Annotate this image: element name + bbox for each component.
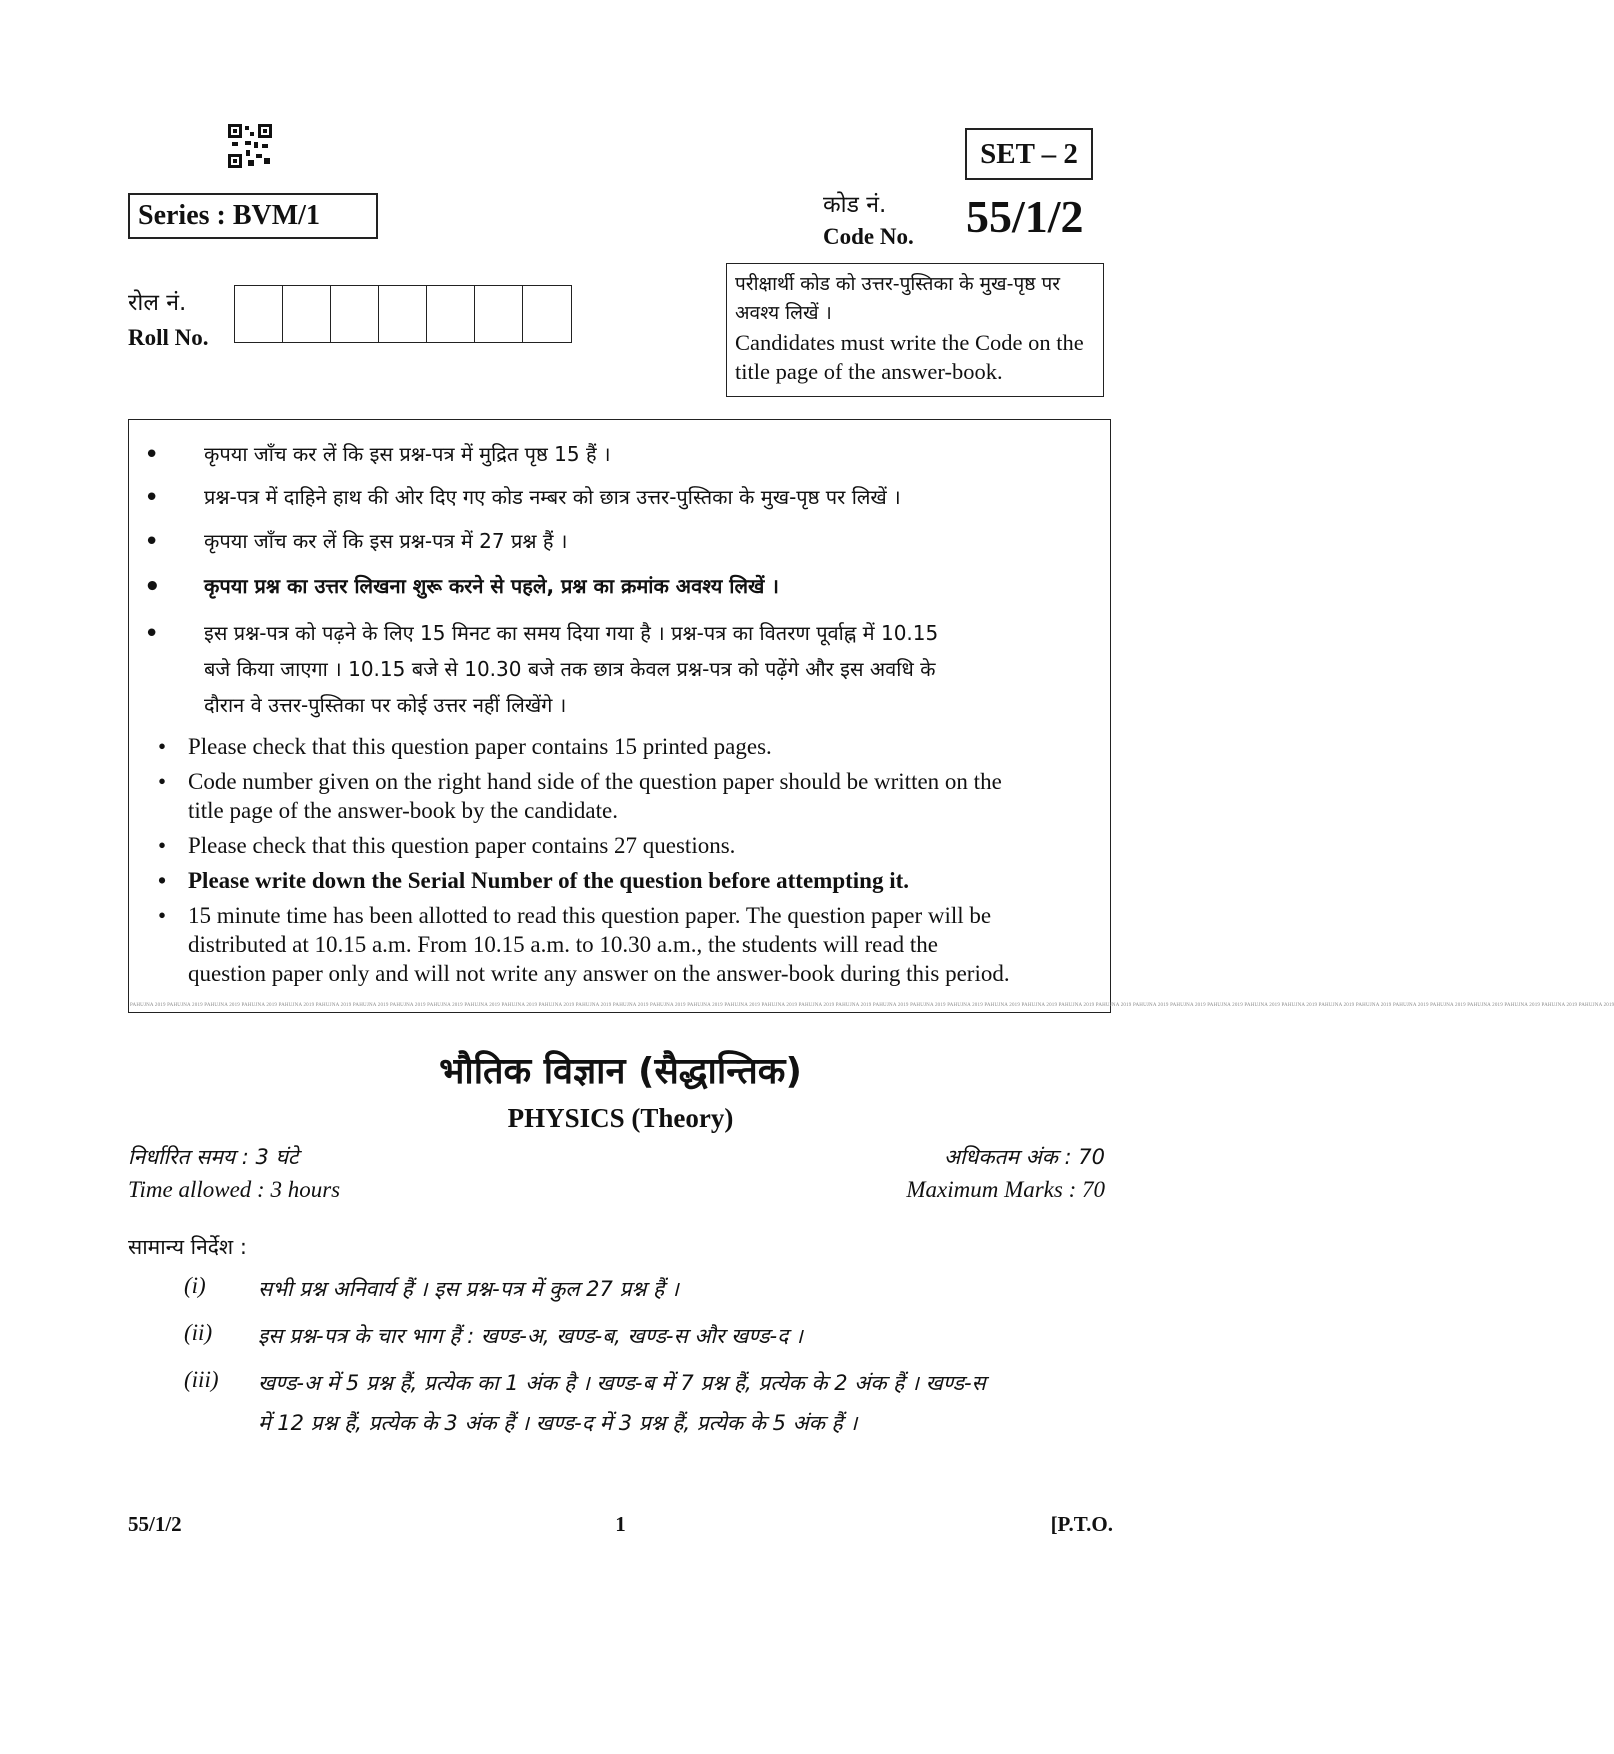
roll-digit-box[interactable] <box>475 286 523 342</box>
instruction-english-item: • Please check that this question paper contains 15 printed pages. <box>158 734 772 759</box>
max-marks: Maximum Marks : 70 <box>906 1177 1105 1202</box>
time-allowed-hindi: निर्धारित समय : 3 घंटे <box>128 1145 299 1169</box>
roll-digit-box[interactable] <box>331 286 379 342</box>
code-note-english: Candidates must write the Code on the title page of the answer-book. <box>735 330 1084 384</box>
item-number: (iii) <box>184 1367 219 1392</box>
roll-label-hindi: रोल नं. <box>128 290 187 316</box>
code-label: Code No. <box>823 224 914 249</box>
general-instruction-item: खण्ड-अ में 5 प्रश्न हैं, प्रत्येक का 1 अंक है । खण्ड-ब में 7 प्रश्न हैं, प्रत्येक के 2 अंक हैं । खण्ड-स <box>258 1371 986 1395</box>
item-number: (ii) <box>184 1320 213 1345</box>
bullet-icon: • <box>158 734 167 759</box>
code-note-hindi: परीक्षार्थी कोड को उत्तर-पुस्तिका के मुख-पृष्ठ पर अवश्य लिखें । <box>735 273 1061 324</box>
watermark-strip: PAHUJNA 2019 PAHUJNA 2019 PAHUJNA 2019 PAHUJNA 2019 PAHUJNA 2019 PAHUJNA 2019 PAHUJNA 2019 PAHUJNA 2019 PAHUJNA 2019 PAHUJNA 2019 PAHUJNA 2019 PAHUJNA 2019 PAHUJNA 2019 PAHUJNA 2019 PAHUJNA 2019 PAHUJNA 2019 PAHUJNA 2019 PAHUJNA 2019 PAHUJNA 2019 PAHUJNA 2019 PAHUJNA 2019 PAHUJNA 2019 PAHUJNA 2019 PAHUJNA 2019 PAHUJNA 2019 PAHUJNA 2019 PAHUJNA 2019 PAHUJNA 2019 PAHUJNA 2019 PAHUJNA 2019 PAHUJNA 2019 PAHUJNA 2019 PAHUJNA 2019 PAHUJNA 2019 PAHUJNA 2019 PAHUJNA 2019 PAHUJNA 2019 PAHUJNA 2019 PAHUJNA 2019 PAHUJNA 2019 <box>130 1003 1614 1008</box>
general-instruction-item: सभी प्रश्न अनिवार्य हैं । इस प्रश्न-पत्र में कुल 27 प्रश्न हैं । <box>258 1277 679 1301</box>
pto-label: [P.T.O. <box>1050 1512 1113 1536</box>
instruction-english-line: title page of the answer-book by the candidate. <box>188 798 618 823</box>
bullet-icon: • <box>144 440 160 470</box>
instruction-english-item: • 15 minute time has been allotted to read this question paper. The question paper will be <box>158 903 992 928</box>
roll-digit-box[interactable] <box>523 286 571 342</box>
qr-code <box>228 124 272 168</box>
general-instruction-line: में 12 प्रश्न हैं, प्रत्येक के 3 अंक हैं । खण्ड-द में 3 प्रश्न हैं, प्रत्येक के 5 अंक हैं । <box>258 1411 858 1435</box>
instruction-english-item: • Code number given on the right hand side of the question paper should be written on the <box>158 769 1002 794</box>
footer-code: 55/1/2 <box>128 1512 182 1536</box>
roll-digit-box[interactable] <box>283 286 331 342</box>
bullet-icon: • <box>144 619 160 649</box>
bullet-icon: • <box>158 769 167 794</box>
code-number: 55/1/2 <box>966 191 1084 242</box>
bullet-icon: • <box>158 868 167 893</box>
instruction-english-line: distributed at 10.15 a.m. From 10.15 a.m. to 10.30 a.m., the students will read the <box>188 932 938 957</box>
instruction-english-line: question paper only and will not write any answer on the answer-book during this period. <box>188 961 1010 986</box>
bullet-icon: • <box>144 572 161 602</box>
roll-digit-box[interactable] <box>427 286 475 342</box>
bullet-icon: • <box>158 903 167 928</box>
bullet-icon: • <box>144 527 160 557</box>
set-label: SET – 2 <box>965 128 1093 180</box>
roll-digit-box[interactable] <box>235 286 283 342</box>
bullet-icon: • <box>144 483 160 513</box>
series-label: Series : BVM/1 <box>128 193 378 239</box>
time-allowed: Time allowed : 3 hours <box>128 1177 341 1202</box>
subject-title: PHYSICS (Theory) <box>507 1103 734 1133</box>
general-instruction-item: इस प्रश्न-पत्र के चार भाग हैं : खण्ड-अ, खण्ड-ब, खण्ड-स और खण्ड-द । <box>258 1324 803 1348</box>
bullet-icon: • <box>158 833 167 858</box>
roll-label: Roll No. <box>128 325 209 350</box>
code-note-box <box>726 263 1104 397</box>
instruction-english-item: • Please write down the Serial Number of the question before attempting it. <box>158 868 910 893</box>
page-number: 1 <box>615 1512 626 1536</box>
item-number: (i) <box>184 1273 206 1298</box>
roll-digit-box[interactable] <box>379 286 427 342</box>
subject-title-hindi: भौतिक विज्ञान (सैद्धान्तिक) <box>439 1051 802 1092</box>
code-label-hindi: कोड नं. <box>823 192 887 218</box>
general-instructions-title: सामान्य निर्देश : <box>128 1235 247 1259</box>
roll-number-boxes[interactable] <box>234 285 572 343</box>
max-marks-hindi: अधिकतम अंक : 70 <box>943 1145 1105 1169</box>
instruction-english-item: • Please check that this question paper contains 27 questions. <box>158 833 736 858</box>
